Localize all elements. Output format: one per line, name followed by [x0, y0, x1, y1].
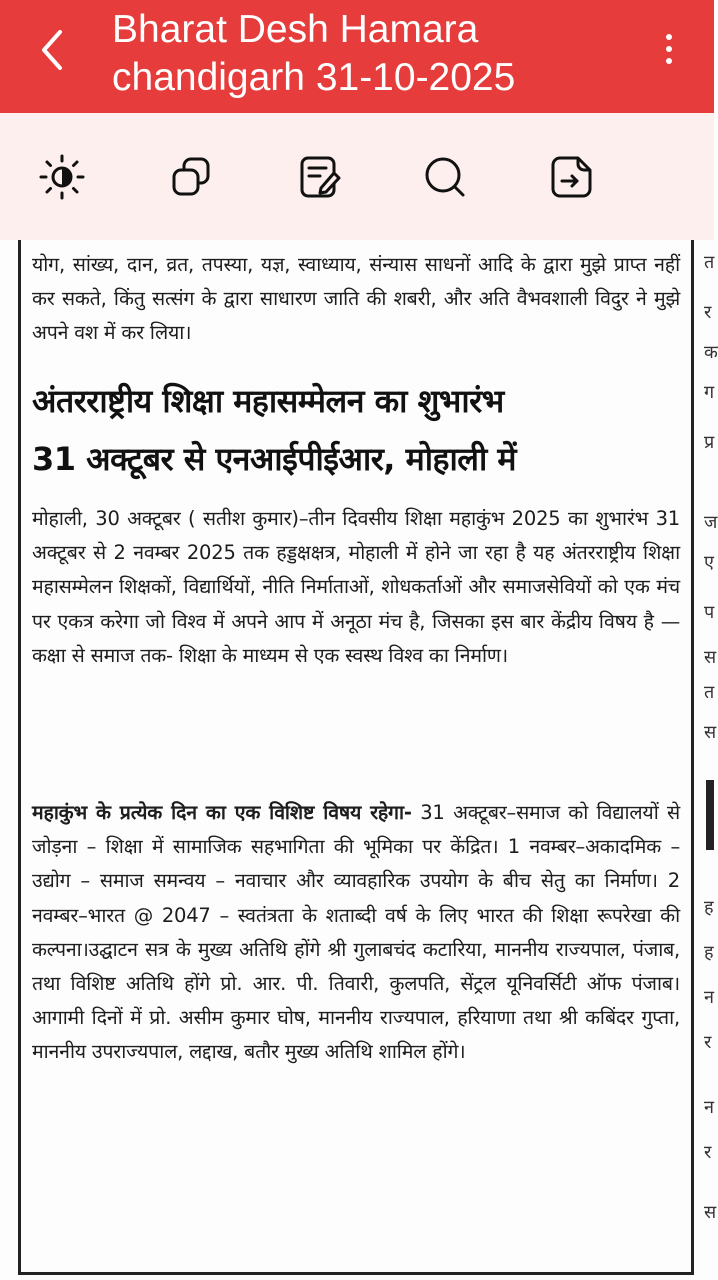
- article-body-2: [32, 796, 680, 1070]
- edge-glyph: न: [704, 1097, 714, 1118]
- adjacent-column-rule: [706, 780, 714, 850]
- edge-glyph: त: [704, 252, 715, 273]
- share-icon: [546, 151, 598, 203]
- copy-icon: [165, 151, 217, 203]
- brightness-icon: [36, 151, 88, 203]
- copy-button[interactable]: [165, 151, 217, 203]
- edge-glyph: प: [704, 602, 715, 623]
- article-subhead: महाकुंभ के प्रत्येक दिन का एक विशिष्ट विषय रहेगा-: [32, 801, 412, 824]
- article-body: मोहाली, 30 अक्टूबर ( सतीश कुमार)–तीन दिवसीय शिक्षा महाकुंभ 2025 का शुभारंभ 31 अक्टूबर से 2 नवम्बर 2025 तक हड्डक्षक्षत्र, मोहाली में होने जा रहा है यह अंतरराष्ट्रीय शिक्षा महासम्मेलन शिक्षकों, विद्यार्थियों, नीति निर्माताओं, शोधकर्ताओं और समाजसेवियों को एक मंच पर एकत्र करेगा जो विश्व में अपने आप में अनूठा मंच है, जिसका इस बार केंद्रीय विषय है —कक्षा से समाज तक- शिक्षा के माध्यम से एक स्वस्थ विश्व का निर्माण।: [32, 507, 680, 667]
- title-line-2: chandigarh 31-10-2025: [112, 56, 516, 99]
- edge-glyph: स: [704, 722, 717, 743]
- page-title: [112, 6, 515, 102]
- edge-glyph: स: [704, 1202, 717, 1223]
- edge-glyph: ह: [704, 897, 714, 918]
- edge-glyph: र: [704, 1032, 712, 1053]
- search-button[interactable]: [419, 151, 471, 203]
- app-bar: [0, 0, 714, 113]
- edge-glyph: प्र: [704, 432, 715, 453]
- newspaper-clipping[interactable]: [0, 240, 718, 1280]
- article-headline: [32, 372, 682, 488]
- edge-glyph: ग: [704, 382, 715, 403]
- edit-note-icon: [294, 151, 346, 203]
- edge-glyph: स: [704, 647, 717, 668]
- edge-glyph: ए: [704, 552, 714, 573]
- back-arrow-icon: [30, 22, 78, 78]
- brightness-button[interactable]: [36, 151, 88, 203]
- more-vertical-icon: [654, 34, 684, 64]
- headline-line-1: अंतरराष्ट्रीय शिक्षा महासम्मेलन का शुभारंभ: [32, 382, 504, 420]
- edge-glyph: र: [704, 302, 712, 323]
- more-options-button[interactable]: [654, 28, 684, 76]
- edge-glyph: क: [704, 342, 718, 363]
- title-line-1: Bharat Desh Hamara: [112, 8, 479, 51]
- headline-line-2: 31 अक्टूबर से एनआईपीईआर, मोहाली में: [32, 440, 517, 478]
- article-body-2-text: 31 अक्टूबर–समाज को विद्यालयों से जोड़ना – शिक्षा में सामाजिक सहभागिता की भूमिका पर केंद्रित। 1 नवम्बर–अकादमिक – उद्योग – समाज समन्वय – नवाचार और व्यावहारिक उपयोग के बीच सेतु का निर्माण। 2 नवम्बर–भारत @ 2047 – स्वतंत्रता के शताब्दी वर्ष के लिए भारत की शिक्षा रूपरेखा की कल्पना।उद्घाटन सत्र के मुख्य अतिथि होंगे श्री गुलाबचंद कटारिया, माननीय राज्यपाल, पंजाब, तथा विशिष्ट अतिथि होंगे प्रो. आर. पी. तिवारी, कुलपति, सेंट्रल यूनिवर्सिटी ऑफ पंजाब।आगामी दिनों में प्रो. असीम कुमार घोष, माननीय राज्यपाल, हरियाणा तथा श्री कबिंदर गुप्ता, माननीय उपराज्यपाल, लद्दाख, बतौर मुख्य अतिथि शामिल होंगे।: [32, 801, 680, 1064]
- adjacent-column-edge: [700, 240, 718, 1280]
- edge-glyph: ह: [704, 942, 714, 963]
- share-button[interactable]: [546, 151, 598, 203]
- edge-glyph: ज: [704, 512, 718, 533]
- search-icon: [419, 151, 471, 203]
- edge-glyph: र: [704, 1142, 712, 1163]
- toolbar: [0, 113, 714, 240]
- edit-button[interactable]: [294, 151, 346, 203]
- edge-glyph: न: [704, 987, 714, 1008]
- intro-paragraph: योग, सांख्य, दान, व्रत, तपस्या, यज्ञ, स्वाध्याय, संन्यास साधनों आदि के द्वारा मुझे प्राप्त नहीं कर सकते, किंतु सत्संग के द्वारा साधारण जाति की शबरी, और अति वैभवशाली विदुर ने मुझे अपने वश में कर लिया।: [32, 253, 680, 345]
- back-button[interactable]: [30, 22, 78, 78]
- edge-glyph: त: [704, 682, 715, 703]
